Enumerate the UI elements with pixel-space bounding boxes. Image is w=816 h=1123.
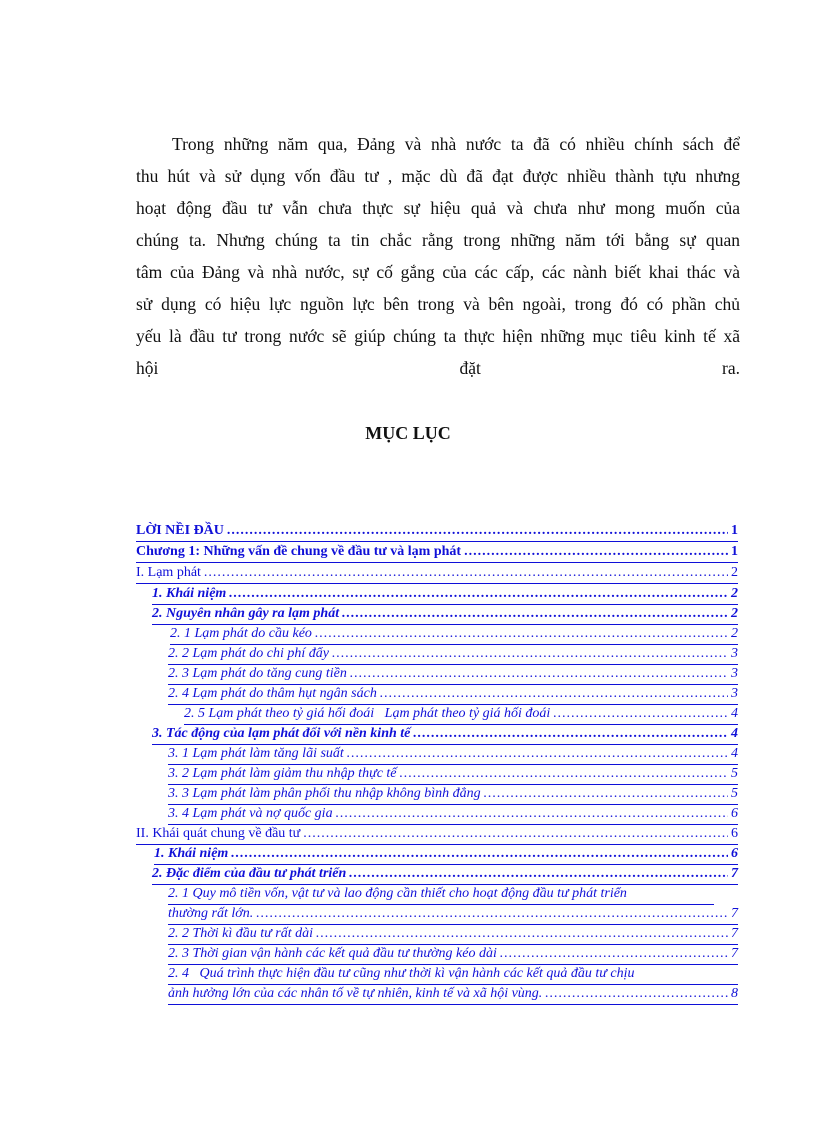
toc-link-tac-dong[interactable] — [152, 724, 738, 745]
intro-last-line — [136, 352, 740, 384]
toc-page: 2 — [731, 586, 738, 601]
toc-text: 2. Đặc điểm của đầu tư phát triển — [152, 866, 347, 881]
intro-paragraph — [136, 128, 740, 384]
toc-text: 2. 1 Lạm phát do cầu kéo — [170, 626, 312, 641]
toc-text: 2. 4 Lạm phát do thâm hụt ngân sách — [168, 686, 377, 701]
toc-page: 8 — [731, 986, 738, 1001]
intro-line: hoạt động đầu tư vẫn chưa thực sự hiệu quả và chưa như mong muốn của — [136, 198, 740, 218]
toc-link-thu-nhap[interactable] — [168, 764, 738, 785]
intro-line: tâm của Đảng và nhà nước, sự cố gắng của các cấp, các nành biết khai thác và — [136, 262, 740, 282]
toc-page: 6 — [731, 846, 738, 861]
toc-text: I. Lạm phát — [136, 565, 201, 580]
toc-page: 7 — [731, 866, 738, 881]
toc-page: 4 — [731, 746, 738, 761]
toc-link-qua-trinh-line1[interactable]: 2. 4 Quá trình thực hiện đầu tư cũng như thời kì vận hành các kết quả đầu tư chịu — [168, 964, 738, 985]
toc-text: 3. 2 Lạm phát làm giảm thu nhập thực tế — [168, 766, 397, 781]
toc-page: 7 — [731, 926, 738, 941]
toc-text: 3. 1 Lạm phát làm tăng lãi suất — [168, 746, 344, 761]
toc-text: 2. 3 Lạm phát do tăng cung tiền — [168, 666, 347, 681]
intro-line: thu hút và sử dụng vốn đầu tư , mặc dù đã đạt được nhiều thành tựu nhưng — [136, 166, 740, 186]
toc-page: 5 — [731, 786, 738, 801]
toc-link-khai-niem-2[interactable] — [154, 844, 738, 865]
toc-text: 3. 4 Lạm phát và nợ quốc gia — [168, 806, 333, 821]
toc-page: 1 — [731, 523, 738, 538]
toc-link-ngan-sach[interactable] — [168, 684, 738, 705]
toc-link-nguyen-nhan[interactable] — [152, 604, 738, 625]
toc-link-chuong-1[interactable] — [136, 542, 738, 563]
toc-text: 3. 3 Lạm phát làm phân phối thu nhập không bình đẳng — [168, 786, 481, 801]
toc-link-khai-quat-dau-tu[interactable] — [136, 824, 738, 845]
toc-link-ty-gia[interactable] — [184, 704, 738, 725]
intro-line: sử dụng có hiệu lực nguồn lực bên trong và bên ngoài, trong đó có phần chủ — [136, 294, 740, 314]
toc-link-quy-mo[interactable] — [168, 904, 738, 925]
toc-link-loi-noi-dau[interactable] — [136, 521, 738, 542]
toc-title: MỤC LỤC — [365, 423, 451, 443]
toc-page: 1 — [731, 544, 738, 559]
toc-page: 3 — [731, 666, 738, 681]
toc-text: II. Khái quát chung về đầu tư — [136, 826, 301, 841]
intro-line: Trong những năm qua, Đảng và nhà nước ta đã có nhiều chính sách để — [172, 134, 740, 154]
toc-text: ảnh hưởng lớn của các nhân tố về tự nhiên, kinh tế và xã hội vùng. — [168, 986, 543, 1001]
toc-page: 6 — [731, 806, 738, 821]
toc-page: 7 — [731, 946, 738, 961]
intro-word: đặt — [459, 358, 481, 378]
toc-text: 1. Khái niệm — [152, 586, 227, 601]
toc-link-no-quoc-gia[interactable] — [168, 804, 738, 825]
toc-text: LỜI NỀI ĐẦU — [136, 523, 224, 538]
toc-page: 2 — [731, 565, 738, 580]
toc-link-phan-phoi[interactable] — [168, 784, 738, 805]
toc-link-chi-phi-day[interactable] — [168, 644, 738, 665]
toc-page: 2 — [731, 626, 738, 641]
toc-text: 2. 5 Lạm phát theo tỷ giá hối đoái Lạm phát theo tỷ giá hối đoái — [184, 706, 551, 721]
toc-text: thường rất lớn. — [168, 906, 254, 921]
toc-text: 2. Nguyên nhân gây ra lạm phát — [152, 606, 340, 621]
toc-page: 5 — [731, 766, 738, 781]
toc-page: 6 — [731, 826, 738, 841]
toc-page: 4 — [731, 706, 738, 721]
toc-link-lam-phat[interactable] — [136, 563, 738, 584]
intro-word: ra. — [722, 358, 740, 378]
toc-page: 2 — [731, 606, 738, 621]
toc-link-qua-trinh[interactable] — [168, 984, 738, 1005]
toc-text: 2. 2 Lạm phát do chi phí đẩy — [168, 646, 329, 661]
toc-page: 3 — [731, 646, 738, 661]
toc-text: 2. 2 Thời kì đầu tư rất dài — [168, 926, 314, 941]
intro-line: yếu là đầu tư trong nước sẽ giúp chúng ta thực hiện những mục tiêu kinh tế xã — [136, 326, 740, 346]
toc-link-cau-keo[interactable] — [170, 624, 738, 645]
toc-link-dac-diem[interactable] — [152, 864, 738, 885]
toc-text: 2. 3 Thời gian vận hành các kết quả đầu tư thường kéo dài — [168, 946, 497, 961]
toc-link-khai-niem-1[interactable] — [152, 584, 738, 605]
toc-text: 1. Khái niệm — [154, 846, 229, 861]
toc-link-thoi-gian[interactable] — [168, 944, 738, 965]
toc-link-thoi-ki[interactable] — [168, 924, 738, 945]
intro-line: chúng ta. Nhưng chúng ta tin chắc rằng trong những năm tới bằng sự quan — [136, 230, 740, 250]
toc-page: 4 — [731, 726, 738, 741]
toc-text: 3. Tác động của lạm phát đối với nền kinh tế — [152, 726, 411, 741]
toc-link-quy-mo-line1[interactable]: 2. 1 Quy mô tiền vốn, vật tư và lao động cần thiết cho hoạt động đầu tư phát triển — [168, 884, 714, 905]
toc-page: 3 — [731, 686, 738, 701]
intro-word: hội — [136, 358, 159, 378]
toc-link-lai-suat[interactable] — [168, 744, 738, 765]
toc-text: Chương 1: Những vấn đề chung về đầu tư và lạm phát — [136, 544, 462, 559]
toc-page: 7 — [731, 906, 738, 921]
toc-link-cung-tien[interactable] — [168, 664, 738, 685]
